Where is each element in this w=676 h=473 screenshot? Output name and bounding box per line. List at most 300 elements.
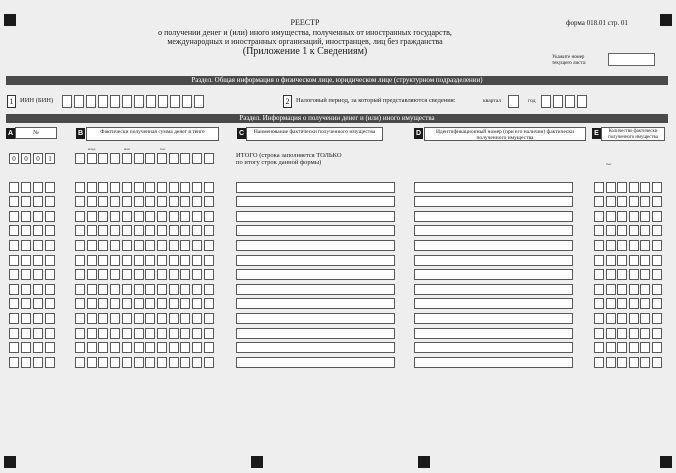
row-number-cell[interactable] <box>45 182 55 193</box>
quantity-digit-cell[interactable] <box>617 298 627 309</box>
quantity-digit-cell[interactable] <box>640 298 650 309</box>
amount-digit-cell[interactable] <box>145 284 155 295</box>
quantity-digit-cell[interactable] <box>617 211 627 222</box>
quantity-digit-cell[interactable] <box>629 225 639 236</box>
iin-digit-cell[interactable] <box>170 95 180 108</box>
amount-digit-cell[interactable] <box>98 196 108 207</box>
amount-digit-cell[interactable] <box>192 225 202 236</box>
amount-digit-cell[interactable] <box>110 269 120 280</box>
amount-digit-cell[interactable] <box>134 240 144 251</box>
amount-digit-cell[interactable] <box>75 298 85 309</box>
quantity-digit-cell[interactable] <box>640 342 650 353</box>
property-id-field[interactable] <box>414 284 573 295</box>
row-number-cell[interactable] <box>21 240 31 251</box>
iin-digit-cell[interactable] <box>158 95 168 108</box>
quantity-digit-cell[interactable] <box>606 269 616 280</box>
year-digit-cell[interactable] <box>541 95 551 108</box>
amount-digit-cell[interactable] <box>75 284 85 295</box>
quantity-digit-cell[interactable] <box>594 211 604 222</box>
row-number-cell[interactable] <box>21 298 31 309</box>
amount-digit-cell[interactable] <box>180 240 190 251</box>
row-number-cell[interactable] <box>21 284 31 295</box>
property-id-field[interactable] <box>414 211 573 222</box>
quantity-digit-cell[interactable] <box>594 342 604 353</box>
amount-digit-cell[interactable] <box>157 240 167 251</box>
quantity-digit-cell[interactable] <box>629 342 639 353</box>
quantity-digit-cell[interactable] <box>617 357 627 368</box>
row-number-cell[interactable] <box>9 182 19 193</box>
amount-digit-cell[interactable] <box>157 182 167 193</box>
property-name-field[interactable] <box>236 298 395 309</box>
amount-digit-cell[interactable] <box>87 313 97 324</box>
quantity-digit-cell[interactable] <box>594 313 604 324</box>
row-number-cell[interactable] <box>21 328 31 339</box>
amount-digit-cell[interactable] <box>87 328 97 339</box>
quantity-digit-cell[interactable] <box>606 313 616 324</box>
row-number-cell[interactable] <box>45 269 55 280</box>
property-id-field[interactable] <box>414 298 573 309</box>
year-digit-cell[interactable] <box>565 95 575 108</box>
amount-digit-cell[interactable] <box>98 240 108 251</box>
quantity-digit-cell[interactable] <box>652 182 662 193</box>
amount-digit-cell[interactable] <box>134 269 144 280</box>
amount-digit-cell[interactable] <box>98 298 108 309</box>
row-number-cell[interactable] <box>45 211 55 222</box>
amount-digit-cell[interactable] <box>192 153 202 164</box>
iin-digit-cell[interactable] <box>182 95 192 108</box>
amount-digit-cell[interactable] <box>180 269 190 280</box>
row-number-cell[interactable] <box>9 211 19 222</box>
amount-digit-cell[interactable] <box>110 196 120 207</box>
row-number-cell[interactable] <box>21 357 31 368</box>
iin-digit-cell[interactable] <box>134 95 144 108</box>
row-number-cell[interactable] <box>33 211 43 222</box>
row-number-cell[interactable] <box>33 342 43 353</box>
row-number-cell[interactable] <box>45 284 55 295</box>
amount-digit-cell[interactable] <box>98 255 108 266</box>
row-number-cell[interactable] <box>21 269 31 280</box>
quantity-digit-cell[interactable] <box>606 284 616 295</box>
amount-digit-cell[interactable] <box>169 357 179 368</box>
amount-digit-cell[interactable] <box>204 196 214 207</box>
quantity-digit-cell[interactable] <box>640 240 650 251</box>
amount-digit-cell[interactable] <box>122 211 132 222</box>
amount-digit-cell[interactable] <box>87 298 97 309</box>
amount-digit-cell[interactable] <box>145 153 155 164</box>
property-name-field[interactable] <box>236 196 395 207</box>
quantity-digit-cell[interactable] <box>652 284 662 295</box>
quantity-digit-cell[interactable] <box>640 269 650 280</box>
property-name-field[interactable] <box>236 284 395 295</box>
amount-digit-cell[interactable] <box>157 153 167 164</box>
amount-digit-cell[interactable] <box>75 153 85 164</box>
amount-digit-cell[interactable] <box>204 240 214 251</box>
amount-digit-cell[interactable] <box>180 153 190 164</box>
amount-digit-cell[interactable] <box>169 240 179 251</box>
row-number-cell[interactable] <box>9 342 19 353</box>
quantity-digit-cell[interactable] <box>629 284 639 295</box>
quantity-digit-cell[interactable] <box>594 298 604 309</box>
quantity-digit-cell[interactable] <box>629 211 639 222</box>
quantity-digit-cell[interactable] <box>617 269 627 280</box>
amount-digit-cell[interactable] <box>122 313 132 324</box>
quantity-digit-cell[interactable] <box>606 342 616 353</box>
amount-digit-cell[interactable] <box>98 269 108 280</box>
quantity-digit-cell[interactable] <box>617 240 627 251</box>
amount-digit-cell[interactable] <box>87 255 97 266</box>
amount-digit-cell[interactable] <box>145 255 155 266</box>
amount-digit-cell[interactable] <box>75 357 85 368</box>
amount-digit-cell[interactable] <box>192 328 202 339</box>
quantity-digit-cell[interactable] <box>652 196 662 207</box>
amount-digit-cell[interactable] <box>110 313 120 324</box>
amount-digit-cell[interactable] <box>75 225 85 236</box>
row-number-cell[interactable] <box>9 357 19 368</box>
amount-digit-cell[interactable] <box>169 225 179 236</box>
amount-digit-cell[interactable] <box>134 342 144 353</box>
row-number-cell[interactable] <box>21 313 31 324</box>
row-number-cell[interactable]: 0 <box>21 153 31 164</box>
quantity-digit-cell[interactable] <box>629 328 639 339</box>
amount-digit-cell[interactable] <box>75 240 85 251</box>
quantity-digit-cell[interactable] <box>594 255 604 266</box>
amount-digit-cell[interactable] <box>204 298 214 309</box>
quantity-digit-cell[interactable] <box>640 284 650 295</box>
property-name-field[interactable] <box>236 357 395 368</box>
amount-digit-cell[interactable] <box>180 298 190 309</box>
row-number-cell[interactable] <box>33 328 43 339</box>
quantity-digit-cell[interactable] <box>652 298 662 309</box>
amount-digit-cell[interactable] <box>180 342 190 353</box>
amount-digit-cell[interactable] <box>122 284 132 295</box>
amount-digit-cell[interactable] <box>180 182 190 193</box>
amount-digit-cell[interactable] <box>204 153 214 164</box>
amount-digit-cell[interactable] <box>134 196 144 207</box>
amount-digit-cell[interactable] <box>157 225 167 236</box>
amount-digit-cell[interactable] <box>204 211 214 222</box>
property-id-field[interactable] <box>414 342 573 353</box>
row-number-cell[interactable] <box>45 342 55 353</box>
amount-digit-cell[interactable] <box>110 225 120 236</box>
amount-digit-cell[interactable] <box>122 357 132 368</box>
row-number-cell[interactable] <box>33 225 43 236</box>
amount-digit-cell[interactable] <box>98 328 108 339</box>
iin-digit-cell[interactable] <box>98 95 108 108</box>
amount-digit-cell[interactable] <box>122 298 132 309</box>
amount-digit-cell[interactable] <box>122 182 132 193</box>
amount-digit-cell[interactable] <box>122 255 132 266</box>
amount-digit-cell[interactable] <box>110 284 120 295</box>
row-number-cell[interactable] <box>33 313 43 324</box>
amount-digit-cell[interactable] <box>192 255 202 266</box>
amount-digit-cell[interactable] <box>122 240 132 251</box>
quantity-digit-cell[interactable] <box>640 196 650 207</box>
row-number-cell[interactable] <box>33 196 43 207</box>
row-number-cell[interactable]: 1 <box>45 153 55 164</box>
property-id-field[interactable] <box>414 313 573 324</box>
amount-digit-cell[interactable] <box>134 225 144 236</box>
quantity-digit-cell[interactable] <box>629 357 639 368</box>
amount-digit-cell[interactable] <box>192 313 202 324</box>
amount-digit-cell[interactable] <box>204 313 214 324</box>
quantity-digit-cell[interactable] <box>640 357 650 368</box>
row-number-cell[interactable] <box>9 196 19 207</box>
amount-digit-cell[interactable] <box>180 255 190 266</box>
amount-digit-cell[interactable] <box>192 298 202 309</box>
quantity-digit-cell[interactable] <box>629 255 639 266</box>
amount-digit-cell[interactable] <box>87 225 97 236</box>
property-name-field[interactable] <box>236 240 395 251</box>
quantity-digit-cell[interactable] <box>652 255 662 266</box>
amount-digit-cell[interactable] <box>110 298 120 309</box>
quantity-digit-cell[interactable] <box>617 196 627 207</box>
property-name-field[interactable] <box>236 182 395 193</box>
iin-digit-cell[interactable] <box>74 95 84 108</box>
quantity-digit-cell[interactable] <box>617 328 627 339</box>
amount-digit-cell[interactable] <box>122 196 132 207</box>
row-number-cell[interactable] <box>9 298 19 309</box>
amount-digit-cell[interactable] <box>157 328 167 339</box>
amount-digit-cell[interactable] <box>134 298 144 309</box>
quantity-digit-cell[interactable] <box>617 255 627 266</box>
quantity-digit-cell[interactable] <box>652 342 662 353</box>
amount-digit-cell[interactable] <box>110 255 120 266</box>
quantity-digit-cell[interactable] <box>617 313 627 324</box>
amount-digit-cell[interactable] <box>180 211 190 222</box>
amount-digit-cell[interactable] <box>87 153 97 164</box>
amount-digit-cell[interactable] <box>87 284 97 295</box>
property-id-field[interactable] <box>414 357 573 368</box>
row-number-cell[interactable] <box>21 342 31 353</box>
amount-digit-cell[interactable] <box>180 225 190 236</box>
amount-digit-cell[interactable] <box>75 328 85 339</box>
row-number-cell[interactable] <box>45 240 55 251</box>
quantity-digit-cell[interactable] <box>606 211 616 222</box>
amount-digit-cell[interactable] <box>98 153 108 164</box>
iin-digit-cell[interactable] <box>194 95 204 108</box>
amount-digit-cell[interactable] <box>180 357 190 368</box>
amount-digit-cell[interactable] <box>157 313 167 324</box>
property-id-field[interactable] <box>414 182 573 193</box>
amount-digit-cell[interactable] <box>157 211 167 222</box>
row-number-cell[interactable] <box>21 211 31 222</box>
row-number-cell[interactable] <box>33 284 43 295</box>
quantity-digit-cell[interactable] <box>617 342 627 353</box>
amount-digit-cell[interactable] <box>87 240 97 251</box>
amount-digit-cell[interactable] <box>169 182 179 193</box>
amount-digit-cell[interactable] <box>169 211 179 222</box>
amount-digit-cell[interactable] <box>98 182 108 193</box>
quantity-digit-cell[interactable] <box>652 225 662 236</box>
amount-digit-cell[interactable] <box>169 298 179 309</box>
amount-digit-cell[interactable] <box>192 240 202 251</box>
amount-digit-cell[interactable] <box>122 225 132 236</box>
amount-digit-cell[interactable] <box>157 269 167 280</box>
quantity-digit-cell[interactable] <box>594 357 604 368</box>
year-digit-cell[interactable] <box>553 95 563 108</box>
row-number-cell[interactable] <box>9 313 19 324</box>
amount-digit-cell[interactable] <box>192 269 202 280</box>
amount-digit-cell[interactable] <box>87 196 97 207</box>
amount-digit-cell[interactable] <box>169 313 179 324</box>
row-number-cell[interactable] <box>9 240 19 251</box>
amount-digit-cell[interactable] <box>98 211 108 222</box>
quarter-input[interactable] <box>508 95 519 108</box>
quantity-digit-cell[interactable] <box>617 284 627 295</box>
property-name-field[interactable] <box>236 211 395 222</box>
year-digit-cell[interactable] <box>577 95 587 108</box>
amount-digit-cell[interactable] <box>134 182 144 193</box>
amount-digit-cell[interactable] <box>110 182 120 193</box>
row-number-cell[interactable] <box>45 298 55 309</box>
row-number-cell[interactable] <box>21 255 31 266</box>
amount-digit-cell[interactable] <box>145 298 155 309</box>
amount-digit-cell[interactable] <box>98 357 108 368</box>
iin-digit-cell[interactable] <box>110 95 120 108</box>
iin-digit-cell[interactable] <box>122 95 132 108</box>
property-id-field[interactable] <box>414 196 573 207</box>
property-id-field[interactable] <box>414 255 573 266</box>
amount-digit-cell[interactable] <box>145 196 155 207</box>
amount-digit-cell[interactable] <box>98 284 108 295</box>
amount-digit-cell[interactable] <box>204 328 214 339</box>
amount-digit-cell[interactable] <box>169 284 179 295</box>
amount-digit-cell[interactable] <box>134 211 144 222</box>
amount-digit-cell[interactable] <box>87 211 97 222</box>
property-name-field[interactable] <box>236 225 395 236</box>
row-number-cell[interactable] <box>33 255 43 266</box>
property-id-field[interactable] <box>414 225 573 236</box>
amount-digit-cell[interactable] <box>110 357 120 368</box>
amount-digit-cell[interactable] <box>134 255 144 266</box>
row-number-cell[interactable] <box>33 182 43 193</box>
amount-digit-cell[interactable] <box>134 284 144 295</box>
quantity-digit-cell[interactable] <box>652 313 662 324</box>
amount-digit-cell[interactable] <box>75 182 85 193</box>
quantity-digit-cell[interactable] <box>594 269 604 280</box>
quantity-digit-cell[interactable] <box>640 328 650 339</box>
row-number-cell[interactable] <box>21 182 31 193</box>
amount-digit-cell[interactable] <box>145 342 155 353</box>
row-number-cell[interactable] <box>9 225 19 236</box>
quantity-digit-cell[interactable] <box>606 357 616 368</box>
quantity-digit-cell[interactable] <box>652 269 662 280</box>
quantity-digit-cell[interactable] <box>617 225 627 236</box>
row-number-cell[interactable] <box>45 313 55 324</box>
quantity-digit-cell[interactable] <box>606 240 616 251</box>
row-number-cell[interactable]: 0 <box>33 153 43 164</box>
amount-digit-cell[interactable] <box>122 342 132 353</box>
property-name-field[interactable] <box>236 269 395 280</box>
amount-digit-cell[interactable] <box>134 328 144 339</box>
amount-digit-cell[interactable] <box>98 225 108 236</box>
property-id-field[interactable] <box>414 240 573 251</box>
amount-digit-cell[interactable] <box>169 196 179 207</box>
quantity-digit-cell[interactable] <box>629 269 639 280</box>
amount-digit-cell[interactable] <box>122 269 132 280</box>
quantity-digit-cell[interactable] <box>629 298 639 309</box>
property-name-field[interactable] <box>236 342 395 353</box>
row-number-cell[interactable]: 0 <box>9 153 19 164</box>
amount-digit-cell[interactable] <box>75 211 85 222</box>
amount-digit-cell[interactable] <box>157 342 167 353</box>
quantity-digit-cell[interactable] <box>640 313 650 324</box>
amount-digit-cell[interactable] <box>145 182 155 193</box>
amount-digit-cell[interactable] <box>122 328 132 339</box>
iin-digit-cell[interactable] <box>146 95 156 108</box>
amount-digit-cell[interactable] <box>157 298 167 309</box>
amount-digit-cell[interactable] <box>134 153 144 164</box>
row-number-cell[interactable] <box>33 240 43 251</box>
iin-digit-cell[interactable] <box>86 95 96 108</box>
amount-digit-cell[interactable] <box>192 211 202 222</box>
amount-digit-cell[interactable] <box>169 328 179 339</box>
amount-digit-cell[interactable] <box>169 255 179 266</box>
amount-digit-cell[interactable] <box>75 255 85 266</box>
amount-digit-cell[interactable] <box>98 342 108 353</box>
amount-digit-cell[interactable] <box>75 196 85 207</box>
amount-digit-cell[interactable] <box>157 284 167 295</box>
quantity-digit-cell[interactable] <box>629 182 639 193</box>
quantity-digit-cell[interactable] <box>594 284 604 295</box>
quantity-digit-cell[interactable] <box>606 328 616 339</box>
property-name-field[interactable] <box>236 328 395 339</box>
amount-digit-cell[interactable] <box>192 182 202 193</box>
amount-digit-cell[interactable] <box>192 342 202 353</box>
quantity-digit-cell[interactable] <box>629 313 639 324</box>
amount-digit-cell[interactable] <box>122 153 132 164</box>
quantity-digit-cell[interactable] <box>594 328 604 339</box>
amount-digit-cell[interactable] <box>192 357 202 368</box>
quantity-digit-cell[interactable] <box>617 182 627 193</box>
row-number-cell[interactable] <box>9 328 19 339</box>
amount-digit-cell[interactable] <box>145 313 155 324</box>
row-number-cell[interactable] <box>45 357 55 368</box>
amount-digit-cell[interactable] <box>204 225 214 236</box>
amount-digit-cell[interactable] <box>98 313 108 324</box>
amount-digit-cell[interactable] <box>204 269 214 280</box>
quantity-digit-cell[interactable] <box>652 240 662 251</box>
row-number-cell[interactable] <box>21 225 31 236</box>
row-number-cell[interactable] <box>33 269 43 280</box>
amount-digit-cell[interactable] <box>204 255 214 266</box>
amount-digit-cell[interactable] <box>134 313 144 324</box>
amount-digit-cell[interactable] <box>169 269 179 280</box>
amount-digit-cell[interactable] <box>145 211 155 222</box>
quantity-digit-cell[interactable] <box>594 225 604 236</box>
property-name-field[interactable] <box>236 313 395 324</box>
quantity-digit-cell[interactable] <box>652 328 662 339</box>
row-number-cell[interactable] <box>45 196 55 207</box>
amount-digit-cell[interactable] <box>145 225 155 236</box>
amount-digit-cell[interactable] <box>204 182 214 193</box>
quantity-digit-cell[interactable] <box>606 225 616 236</box>
property-id-field[interactable] <box>414 328 573 339</box>
amount-digit-cell[interactable] <box>110 328 120 339</box>
amount-digit-cell[interactable] <box>204 357 214 368</box>
amount-digit-cell[interactable] <box>157 196 167 207</box>
amount-digit-cell[interactable] <box>87 342 97 353</box>
amount-digit-cell[interactable] <box>87 269 97 280</box>
amount-digit-cell[interactable] <box>145 269 155 280</box>
quantity-digit-cell[interactable] <box>629 240 639 251</box>
row-number-cell[interactable] <box>45 328 55 339</box>
amount-digit-cell[interactable] <box>110 153 120 164</box>
amount-digit-cell[interactable] <box>180 313 190 324</box>
quantity-digit-cell[interactable] <box>652 357 662 368</box>
amount-digit-cell[interactable] <box>75 269 85 280</box>
amount-digit-cell[interactable] <box>180 196 190 207</box>
